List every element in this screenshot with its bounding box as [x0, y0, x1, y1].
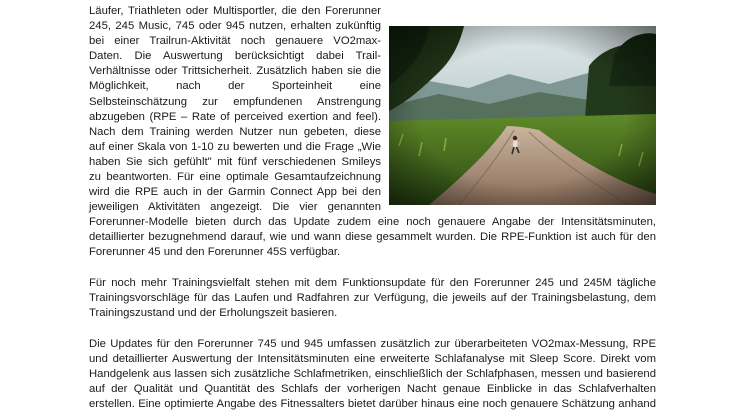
text-line: und detaillierter Auswertung der Intensitätsminuten eine erweiterte Schlafanalyse mit Sleep Score. Direkt vom: [89, 353, 656, 366]
text-line: Die Updates für den Forerunner 745 und 945 umfassen zusätzlich zur überarbeiteten VO2max-Messung, RPE: [89, 338, 656, 350]
paragraph-2: [89, 276, 656, 321]
text-line: Forerunner-Modelle bieten durch das Update zudem eine noch genauere Angabe der Intensitätsminuten,: [89, 216, 656, 228]
text-line: Für noch mehr Trainingsvielfalt stehen mit dem Funktionsupdate für den Forerunner 245 und 245M tägliche: [89, 277, 656, 289]
text-line: bei einer Trailrun-Aktivität noch genauere VO2max-: [89, 35, 381, 48]
text-line: Trainingszustand und der Erholungszeit basieren.: [89, 307, 338, 320]
text-line: erstellen. Eine optimierte Angabe des Fitnessalters bietet darüber hinaus eine noch genauere Schätzung anhand: [89, 398, 656, 411]
text-line: wird die RPE auch in der Garmin Connect App bei den: [89, 186, 381, 199]
text-line: jeweiligen Aktivitäten angezeigt. Die vier genannten: [89, 201, 381, 214]
text-line: zu beantworten. Für eine optimale Gesamtaufzeichnung: [89, 171, 381, 184]
text-line: Läufer, Triathleten oder Multisportler, die den Forerunner: [89, 5, 381, 17]
text-line: Selbsteinschätzung zur empfundenen Anstrengung: [89, 95, 381, 108]
text-line: Handgelenk aus lassen sich zusätzliche Schlafmetriken, einschließlich der Schlafphasen, messen und basierend: [89, 368, 656, 381]
text-line: auf einer Skala von 1-10 zu bewerten und die Frage „Wie: [89, 140, 381, 153]
text-line: abzugeben (RPE – Rate of perceived exertion and feel).: [89, 110, 381, 123]
text-line: Möglichkeit, nach der Sporteinheit eine: [89, 80, 381, 93]
text-line: haben Sie sich gefühlt" mit fünf verschiedenen Smileys: [89, 155, 381, 168]
text-line: Daten. Die Auswertung berücksichtigt dabei Trail-: [89, 50, 381, 63]
paragraph-1-narrow: [89, 4, 381, 215]
trail-runner-photo: [389, 26, 656, 205]
text-line: Forerunner 45 und den Forerunner 45S verfügbar.: [89, 246, 341, 259]
text-line: detaillierter bezugnehmend darauf, wie und wann diese gesammelt wurden. Die RPE-Funktion ist auch für den: [89, 231, 656, 244]
text-line: Nach dem Training werden Nutzer nun gebeten, diese: [89, 125, 381, 138]
paragraph-3: [89, 337, 656, 412]
text-line: Trainingsvorschläge für das Laufen und Radfahren zur Verfügung, die jeweils auf der Trainingsbelastung, dem: [89, 292, 656, 305]
text-line: auf der Qualität und Quantität des Schlafs der vorherigen Nacht genaue Einblicke in das Schlafverhalten: [89, 383, 656, 396]
text-line: 245, 245 Music, 745 oder 945 nutzen, erhalten zukünftig: [89, 20, 381, 33]
text-line: Verhältnisse oder Trittsicherheit. Zusätzlich haben sie die: [89, 65, 381, 78]
paragraph-1-wide: [89, 215, 656, 260]
